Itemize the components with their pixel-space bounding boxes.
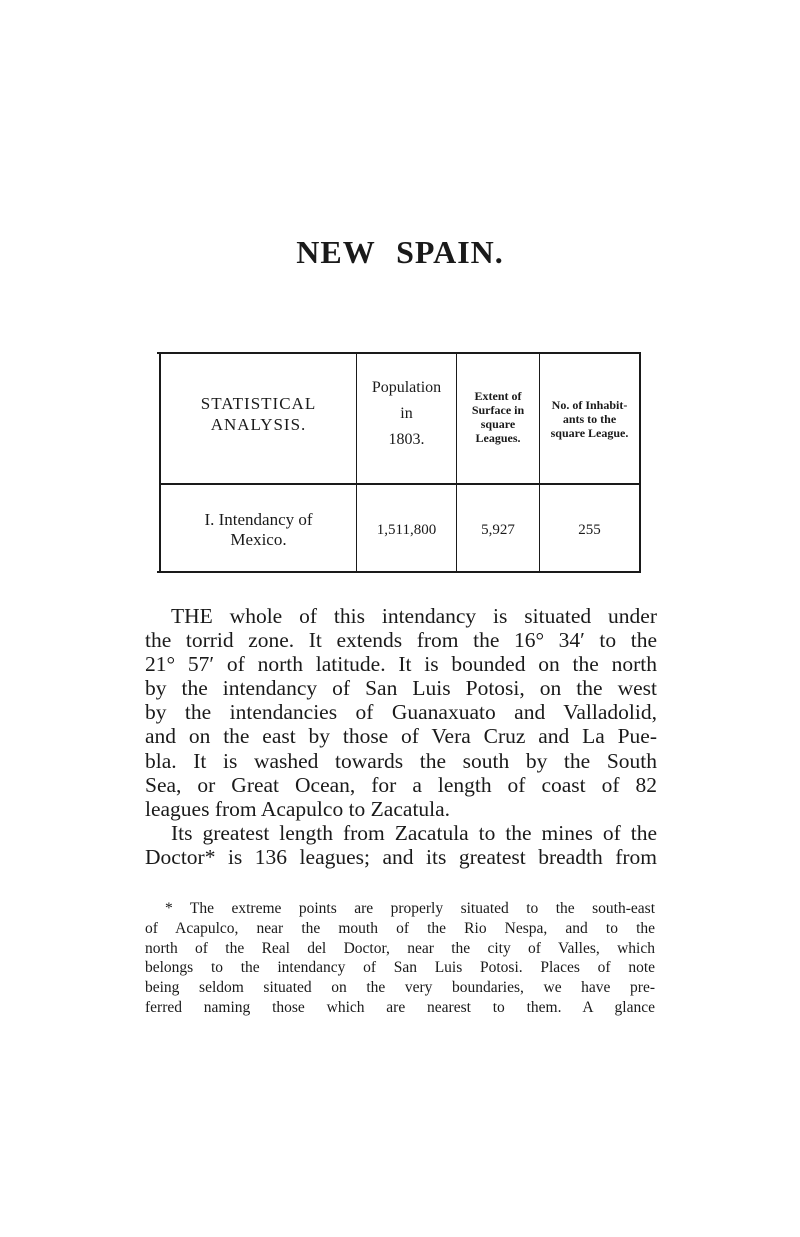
body-line: and on the east by those of Vera Cruz and La Pue- [145,724,657,749]
header-extent-line-2: Surface in [471,403,525,417]
header-population [357,372,456,456]
footnote-line: north of the Real del Doctor, near the city of Valles, which [145,939,655,957]
body-line: 21° 57′ of north latitude. It is bounded on the north [145,652,657,677]
header-analysis-line-2: ANALYSIS. [210,415,307,434]
statistical-table [157,352,641,574]
header-extent-line-4: Leagues. [475,431,521,445]
header-analysis-line-1: STATISTICAL [200,394,317,413]
body-text [145,604,657,869]
header-extent-line-1: Extent of [474,389,522,403]
table-header-rule [160,483,641,485]
footnote [145,899,655,1018]
table-row-label [161,507,356,553]
row-label-line-1: I. Intendancy of [204,510,313,529]
body-line: Doctor* is 136 leagues; and its greatest breadth from [145,844,657,869]
header-analysis [161,382,356,446]
header-inhabitants [540,392,639,446]
footnote-line: of Acapulco, near the mouth of the Rio Nespa, and to the [145,919,655,937]
footnote-line: * The extreme points are properly situated to the south-east [165,900,655,917]
body-line: bla. It is washed towards the south by the South [145,748,657,773]
paragraph-2 [145,821,657,869]
table-right-rule [639,354,641,571]
header-extent [457,382,539,452]
header-inhabitants-line-3: square League. [550,426,629,440]
page-title: NEW SPAIN. [296,234,504,270]
body-line: THE whole of this intendancy is situated under [171,604,657,628]
header-population-line-3: 1803. [388,431,425,448]
table-row-extent: 5,927 [481,521,515,538]
table-top-rule [157,352,641,354]
footnote-line: belongs to the intendancy of San Luis Potosi. Places of note [145,959,655,977]
table-row-population: 1,511,800 [376,521,437,538]
body-line: by the intendancy of San Luis Potosi, on the west [145,676,657,701]
table-row-inhabitants: 255 [578,521,601,538]
table-bottom-rule [157,571,641,573]
footnote-line: being seldom situated on the very boundaries, we have pre- [145,979,655,997]
header-population-line-1: Population [371,379,442,396]
footnote-line: ferred naming those which are nearest to them. A glance [145,998,655,1016]
body-line: by the intendancies of Guanaxuato and Valladolid, [145,700,657,725]
body-line: Its greatest length from Zacatula to the mines of the [171,820,657,845]
row-label-line-2: Mexico. [230,530,287,549]
header-inhabitants-line-1: No. of Inhabit- [551,398,628,412]
body-line: Sea, or Great Ocean, for a length of coast of 82 [145,772,657,797]
header-population-line-2: in [400,405,413,422]
body-line: leagues from Acapulco to Zacatula. [145,796,451,821]
header-extent-line-3: square [480,417,516,431]
body-line: the torrid zone. It extends from the 16° 34′ to the [145,628,657,653]
paragraph-1 [145,604,657,821]
header-inhabitants-line-2: ants to the [562,412,617,426]
